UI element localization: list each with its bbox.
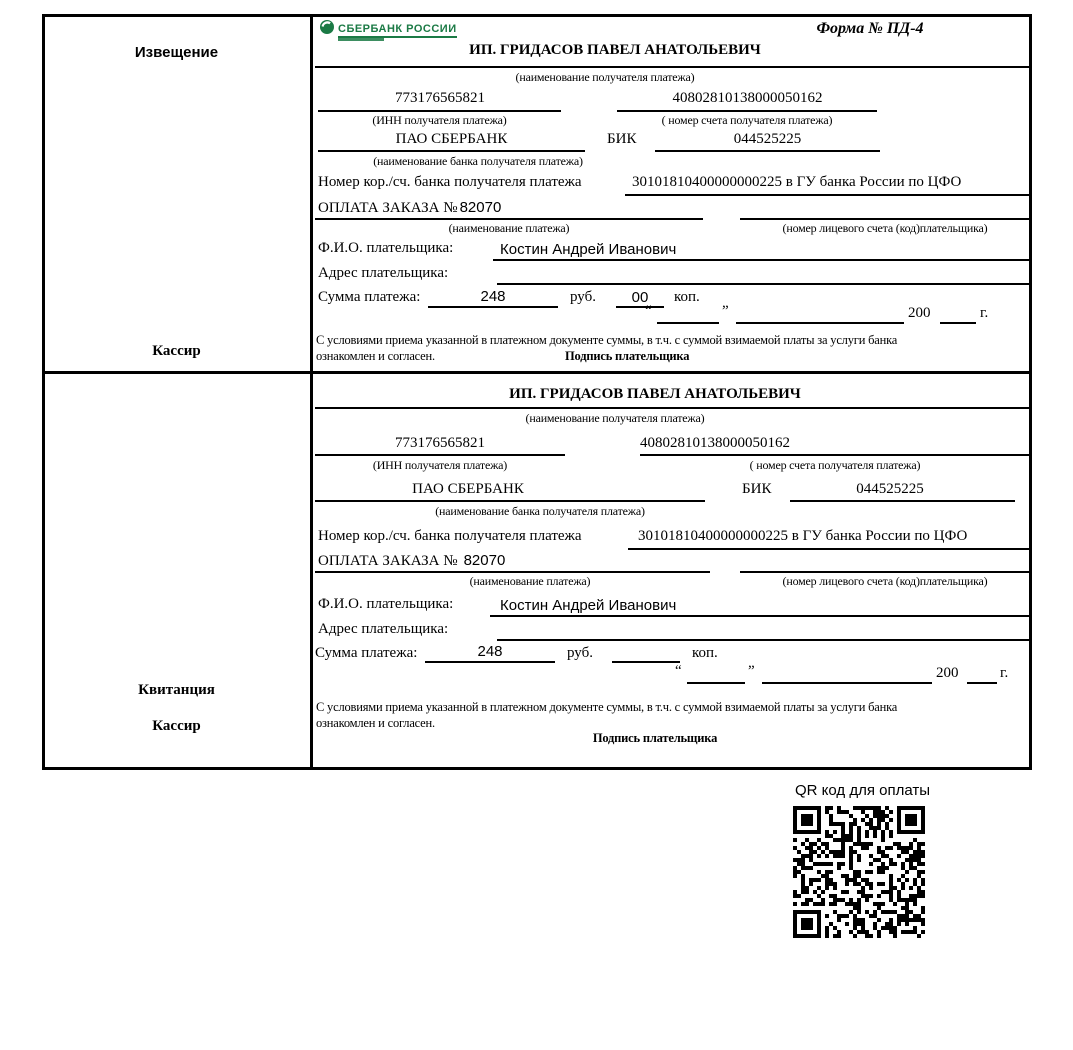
field-underline	[628, 548, 1030, 550]
receipt-corr-label: Номер кор./сч. банка получателя платежа	[318, 528, 582, 544]
field-underline	[315, 500, 705, 502]
receipt-order-number: 82070	[463, 552, 506, 569]
notice-agreement-line2: ознакомлен и согласен.	[316, 349, 435, 363]
left-column-divider	[310, 14, 313, 770]
receipt-payer-name: Костин Андрей Иванович	[500, 597, 677, 614]
notice-corr-value: 30101810400000000225 в ГУ банка России по ЦФО	[632, 174, 962, 190]
receipt-section-label: Квитанция	[138, 682, 215, 698]
notice-fio-label: Ф.И.О. плательщика:	[318, 240, 454, 256]
receipt-rub-label: руб.	[567, 645, 593, 661]
notice-recipient-caption: (наименование получателя платежа)	[515, 70, 695, 84]
notice-payer-name: Костин Андрей Иванович	[500, 241, 677, 258]
field-underline	[687, 682, 745, 684]
notice-amount-rub: 248	[480, 288, 506, 305]
receipt-payment-purpose	[318, 552, 505, 570]
notice-bank-name: ПАО СБЕРБАНК	[395, 131, 508, 147]
notice-account-caption: ( номер счета получателя платежа)	[661, 113, 833, 127]
qr-code	[793, 806, 925, 938]
notice-purpose-caption: (наименование платежа)	[448, 221, 570, 235]
receipt-personal-account-caption: (номер лицевого счета (код)плательщика)	[782, 574, 988, 588]
field-underline	[762, 682, 932, 684]
receipt-quote-open: “	[675, 663, 682, 679]
field-underline	[425, 661, 555, 663]
notice-rub-label: руб.	[570, 289, 596, 305]
field-underline	[490, 615, 1030, 617]
receipt-amount-rub: 248	[477, 643, 503, 660]
sberbank-logo-icon	[320, 20, 334, 39]
notice-section-label: Извещение	[134, 44, 219, 61]
field-underline	[497, 283, 1030, 285]
field-underline	[655, 150, 880, 152]
field-underline	[318, 110, 561, 112]
section-divider	[42, 371, 1032, 374]
receipt-agreement-line1: С условиями приема указанной в платежном документе суммы, в т.ч. с суммой взимаемой платы за услуги банка	[316, 700, 898, 714]
field-underline	[740, 571, 1030, 573]
notice-sum-label: Сумма платежа:	[318, 289, 421, 305]
receipt-bank-name: ПАО СБЕРБАНК	[412, 481, 524, 497]
field-underline	[315, 66, 1030, 68]
receipt-corr-value: 30101810400000000225 в ГУ банка России по ЦФО	[638, 528, 968, 544]
notice-inn-caption: (ИНН получателя платежа)	[372, 113, 507, 127]
notice-quote-close: ”	[722, 303, 729, 319]
notice-amount-kop: 00	[631, 289, 649, 306]
sberbank-logo-text: СБЕРБАНК РОССИИ	[338, 23, 457, 38]
notice-address-label: Адрес плательщика:	[318, 265, 449, 281]
field-underline	[736, 322, 904, 324]
receipt-inn-caption: (ИНН получателя платежа)	[372, 458, 508, 472]
notice-inn-value: 773176565821	[395, 90, 485, 106]
field-underline	[315, 407, 1030, 409]
field-underline	[616, 306, 664, 308]
receipt-bik-label: БИК	[742, 481, 772, 497]
receipt-kop-label: коп.	[692, 645, 718, 661]
qr-code-image	[793, 806, 925, 938]
notice-order-number: 82070	[459, 199, 502, 216]
notice-payment-purpose	[318, 199, 501, 217]
receipt-recipient-caption: (наименование получателя платежа)	[525, 411, 705, 425]
field-underline	[315, 571, 710, 573]
sberbank-logo	[320, 19, 457, 41]
notice-bik-label: БИК	[607, 131, 637, 147]
field-underline	[497, 639, 1030, 641]
receipt-purpose-label: ОПЛАТА ЗАКАЗА №	[318, 553, 458, 569]
receipt-year-prefix: 200	[936, 665, 959, 681]
notice-kop-label: коп.	[674, 289, 700, 305]
receipt-purpose-caption: (наименование платежа)	[469, 574, 591, 588]
receipt-year-suffix: г.	[1000, 665, 1009, 681]
notice-corr-label: Номер кор./сч. банка получателя платежа	[318, 174, 582, 190]
receipt-cashier-label: Кассир	[152, 718, 201, 734]
notice-personal-account-caption: (номер лицевого счета (код)плательщика)	[782, 221, 988, 235]
sberbank-logo-tagline	[338, 38, 384, 41]
qr-title: QR код для оплаты	[794, 782, 930, 799]
receipt-agreement-line2: ознакомлен и согласен.	[316, 716, 435, 730]
receipt-fio-label: Ф.И.О. плательщика:	[318, 596, 454, 612]
receipt-account-caption: ( номер счета получателя платежа)	[749, 458, 921, 472]
notice-bik-value: 044525225	[733, 131, 802, 147]
notice-year-suffix: г.	[980, 305, 989, 321]
receipt-recipient-name: ИП. ГРИДАСОВ ПАВЕЛ АНАТОЛЬЕВИЧ	[509, 386, 801, 402]
receipt-address-label: Адрес плательщика:	[318, 621, 449, 637]
notice-bank-caption: (наименование банка получателя платежа)	[373, 154, 583, 168]
field-underline	[625, 194, 1030, 196]
field-underline	[318, 150, 585, 152]
form-number-label: Форма № ПД-4	[816, 20, 924, 37]
field-underline	[617, 110, 877, 112]
receipt-inn-value: 773176565821	[395, 435, 485, 451]
field-underline	[940, 322, 976, 324]
field-underline	[315, 218, 703, 220]
field-underline	[612, 661, 680, 663]
receipt-quote-close: ”	[748, 663, 755, 679]
field-underline	[315, 454, 565, 456]
notice-recipient-name: ИП. ГРИДАСОВ ПАВЕЛ АНАТОЛЬЕВИЧ	[469, 42, 761, 58]
receipt-sum-label: Сумма платежа:	[315, 645, 418, 661]
field-underline	[493, 259, 1030, 261]
field-underline	[640, 454, 1030, 456]
field-underline	[657, 322, 719, 324]
field-underline	[790, 500, 1015, 502]
receipt-signature-label: Подпись плательщика	[592, 731, 718, 745]
notice-quote-open: “	[645, 303, 652, 319]
receipt-account-value: 40802810138000050162	[640, 435, 790, 451]
notice-year-prefix: 200	[908, 305, 931, 321]
notice-account-value: 40802810138000050162	[672, 90, 823, 106]
notice-signature-label: Подпись плательщика	[565, 349, 690, 363]
receipt-bik-value: 044525225	[856, 481, 924, 497]
field-underline	[428, 306, 558, 308]
notice-cashier-label: Кассир	[152, 343, 201, 359]
notice-agreement-line1: С условиями приема указанной в платежном документе суммы, в т.ч. с суммой взимаемой платы за услуги банка	[316, 333, 898, 347]
receipt-bank-caption: (наименование банка получателя платежа)	[435, 504, 645, 518]
field-underline	[740, 218, 1030, 220]
notice-purpose-label: ОПЛАТА ЗАКАЗА №	[318, 200, 458, 216]
field-underline	[967, 682, 997, 684]
